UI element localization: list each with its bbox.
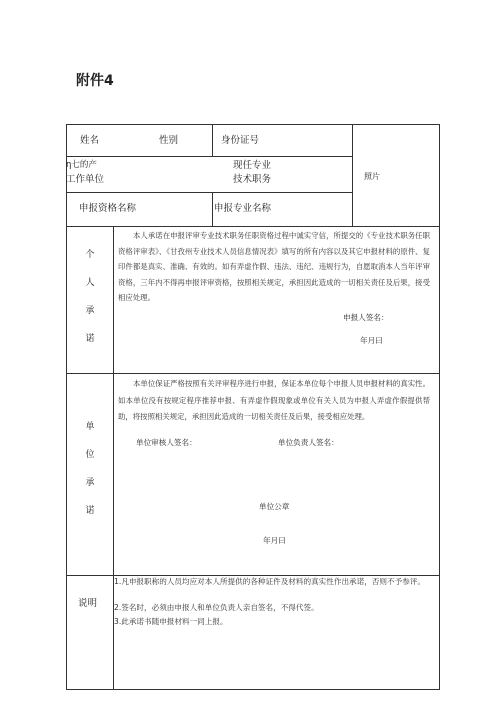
attachment-title: 附件4: [76, 73, 114, 89]
job-title-label-line-2: 技术职务: [233, 174, 272, 185]
commitment-form: [66, 124, 440, 690]
qualification-name-label: 申报资格名称: [79, 203, 137, 214]
note-item-2: 2.签名时，必须由申报人和单位负责人亲自签名，不得代签。: [114, 603, 319, 612]
unit-date-label: 年月曰: [263, 536, 286, 545]
border-left: [66, 124, 67, 690]
border-top: [66, 124, 440, 125]
border-right: [439, 124, 440, 690]
col-line-major: [212, 192, 213, 226]
job-title-label-line-1: 现任专业: [233, 160, 272, 171]
unit-leader-signature-label: 单位负责人签名：: [278, 438, 339, 447]
row-line-2: [66, 192, 352, 193]
name-label: 姓名: [80, 135, 100, 146]
photo-label: 照片: [364, 172, 380, 181]
row-line-4: [66, 373, 440, 374]
unit-commitment-label-3: 承: [85, 478, 95, 488]
personal-commitment-label-3: 承: [85, 306, 95, 316]
unit-seal-label: 单位公章: [259, 502, 290, 511]
row-line-3: [66, 226, 440, 227]
id-number-label: 身份证号: [221, 135, 260, 146]
major-name-label: 申报专业名称: [214, 203, 272, 214]
personal-commitment-label-1: 个: [85, 250, 95, 260]
unit-reviewer-signature-label: 单位审核人签名：: [136, 438, 197, 447]
unit-label-line-1: η七的产: [66, 160, 97, 170]
col-line-photo: [352, 124, 353, 226]
notes-label: 说明: [78, 598, 98, 609]
personal-commitment-label-4: 诺: [85, 334, 95, 344]
note-item-3: 3.此承诺书随申报材料一同上报。: [114, 617, 228, 626]
unit-commitment-label-4: 诺: [85, 506, 95, 516]
unit-commitment-label-2: 位: [85, 450, 95, 460]
work-unit-label: 工作单位: [66, 174, 105, 185]
note-item-1: 1.凡申报职称的人员均应对本人所提供的各种证件及材料的真实性作出承诺，否则不予参评。: [114, 577, 425, 586]
applicant-signature-label: 申报人签名：: [343, 313, 389, 322]
unit-commitment-label-1: 单: [85, 422, 95, 432]
row-line-1: [66, 156, 352, 157]
personal-commitment-text: 本人承诺在申报评审专业技术职务任职资格过程中诚实守信，所提交的《专业技术职务任职资格评审表》、《甘孜州专业技术人员信息情况表》填写的所有内容以及其它申报材料的原件、复印件都是真实、准确、有效的。如有弄虚作假、违法、违纪、违规行为，自愿取消本人当年评审资格，三年内不得再申报评审资格，按照相关规定，承担因此造成的一切相关责任及后果，接受相应处理。: [118, 231, 430, 302]
gender-label: 性别: [159, 135, 179, 146]
personal-date-label: 年月曰: [360, 336, 383, 345]
unit-commitment-text: 本单位保证严格按照有关评审程序进行申报，保证本单位每个申报人员申报材料的真实性。如本单位没有按规定程序推荐申报、有弄虚作假现象或单位有关人员为申报人弄虚作假提供帮助，将按照相关规定，承担因此造成的一切相关责任及后果，接受相应处理。: [118, 379, 430, 421]
personal-commitment-label-2: 人: [85, 278, 95, 288]
border-bottom: [66, 689, 440, 690]
col-line-gender: [212, 124, 213, 156]
